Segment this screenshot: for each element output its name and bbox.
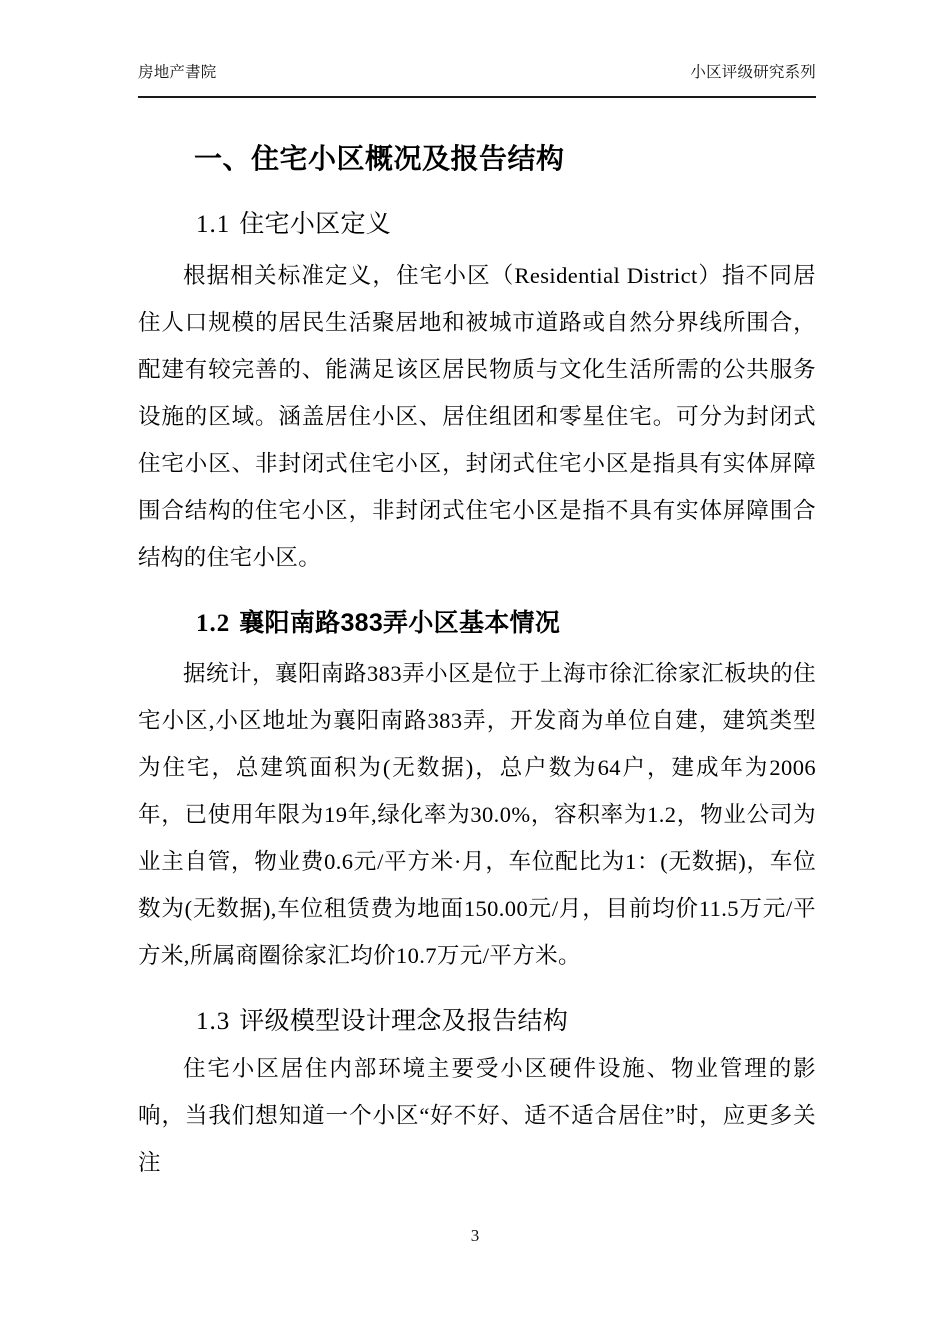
section-paragraph-1-3: 住宅小区居住内部环境主要受小区硬件设施、物业管理的影响，当我们想知道一个小区“好不好、适不适合居住”时，应更多关注 (138, 1056, 816, 1176)
running-header (138, 64, 816, 98)
section-heading-1-1 (196, 208, 816, 242)
section-title-1-1: 住宅小区定义 (239, 209, 392, 238)
section-number-1-2: 1.2 (196, 609, 231, 637)
page-title: 一、住宅小区概况及报告结构 (194, 143, 565, 174)
section-title-1-3: 评级模型设计理念及报告结构 (239, 1007, 569, 1036)
section-paragraph-1-2: 据统计，襄阳南路383弄小区是位于上海市徐汇徐家汇板块的住宅小区,小区地址为襄阳南路383弄，开发商为单位自建，建筑类型为住宅，总建筑面积为(无数据)，总户数为64户，建成年为2006年，已使用年限为19年,绿化率为30.0%，容积率为1.2，物业公司为业主自管，物业费0.6元/平方米·月，车位配比为1：(无数据)，车位数为(无数据),车位租赁费为地面150.00元/月，目前均价11.5万元/平方米,所属商圈徐家汇均价10.7万元/平方米。 (138, 661, 816, 969)
section-title-1-2: 襄阳南路383弄小区基本情况 (239, 608, 561, 637)
section-heading-1-2 (196, 607, 816, 641)
header-left-title: 房地产書院 (138, 64, 217, 81)
section-heading-1-3 (196, 1005, 816, 1039)
section-number-1-3: 1.3 (196, 1008, 231, 1036)
section-number-1-1: 1.1 (196, 210, 231, 238)
page-content (138, 126, 816, 1186)
page-number: 3 (470, 1226, 480, 1245)
header-right-series: 小区评级研究系列 (690, 64, 816, 81)
section-paragraph-1-1: 根据相关标准定义，住宅小区（Residential District）指不同居住人口规模的居民生活聚居地和被城市道路或自然分界线所围合，配建有较完善的、能满足该区居民物质与文化生活所需的公共服务设施的区域。涵盖居住小区、居住组团和零星住宅。可分为封闭式住宅小区、非封闭式住宅小区，封闭式住宅小区是指具有实体屏障围合结构的住宅小区，非封闭式住宅小区是指不具有实体屏障围合结构的住宅小区。 (138, 262, 816, 570)
